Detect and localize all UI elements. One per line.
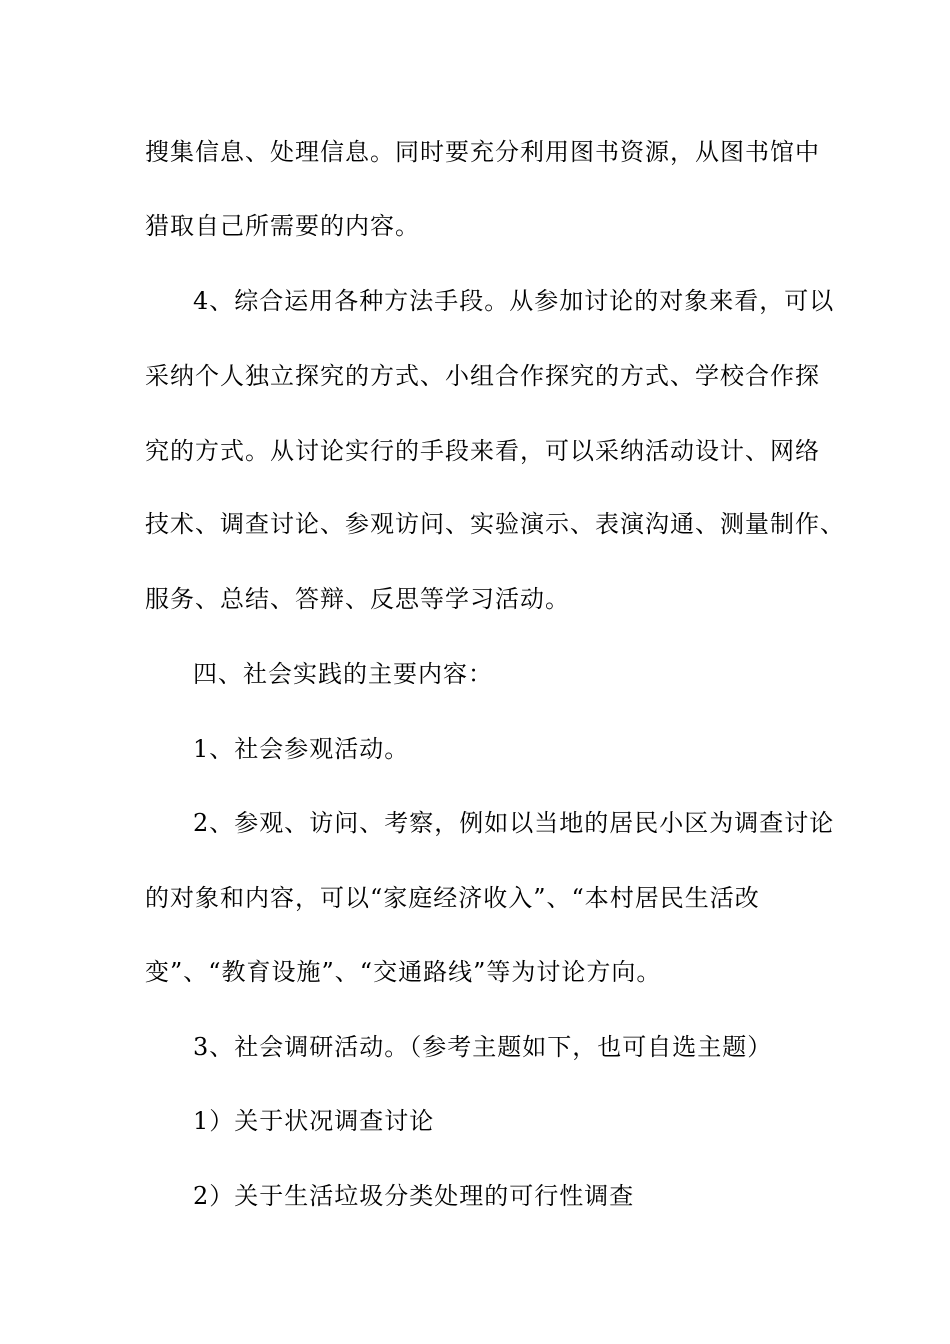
paragraph-line: 服务、总结、答辩、反思等学习活动。 <box>145 585 570 613</box>
paragraph-line: 2、参观、访问、考察，例如以当地的居民小区为调查讨论 <box>193 809 835 837</box>
paragraph-line: 搜集信息、处理信息。同时要充分利用图书资源，从图书馆中 <box>145 138 820 166</box>
list-item: 1）关于状况调查讨论 <box>193 1107 435 1135</box>
list-item: 3、社会调研活动。（参考主题如下，也可自选主题） <box>193 1033 773 1061</box>
list-item: 1、社会参观活动。 <box>193 735 410 763</box>
paragraph-line: 究的方式。从讨论实行的手段来看，可以采纳活动设计、网络 <box>145 437 820 465</box>
paragraph-line: 技术、调查讨论、参观访问、实验演示、表演沟通、测量制作、 <box>145 510 845 538</box>
list-item: 2）关于生活垃圾分类处理的可行性调查 <box>193 1182 635 1210</box>
paragraph-line: 的对象和内容，可以“家庭经济收入”、“本村居民生活改 <box>145 884 760 912</box>
paragraph-line: 猎取自己所需要的内容。 <box>145 212 420 240</box>
section-heading: 四、社会实践的主要内容： <box>193 660 493 688</box>
paragraph-line: 变”、“教育设施”、“交通路线”等为讨论方向。 <box>145 958 662 986</box>
paragraph-line: 采纳个人独立探究的方式、小组合作探究的方式、学校合作探 <box>145 362 820 390</box>
paragraph-line: 4、综合运用各种方法手段。从参加讨论的对象来看，可以 <box>193 287 835 315</box>
